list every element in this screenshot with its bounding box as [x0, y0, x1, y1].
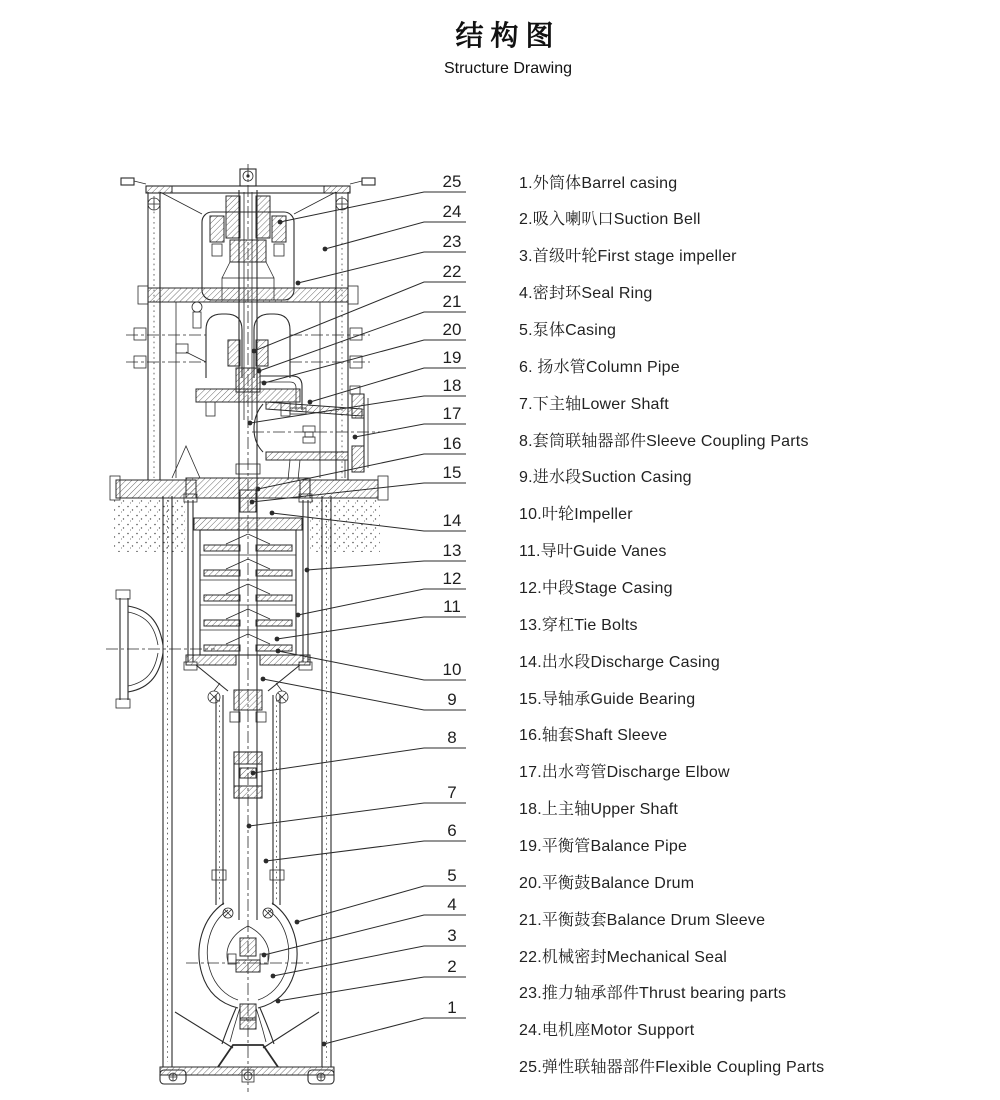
head-bolt-left [206, 402, 215, 416]
legend-item: 11.导叶Guide Vanes [519, 543, 667, 561]
callout-label: 16 [442, 434, 462, 453]
callout-leaders [247, 172, 466, 1046]
callout-label: 3 [447, 926, 457, 945]
callout-label: 8 [447, 728, 457, 747]
legend-item: 13.穿杠Tie Bolts [519, 616, 638, 634]
callout-label: 19 [442, 348, 462, 367]
legend-item: 3.首级叶轮First stage impeller [519, 248, 737, 266]
legend-item: 6. 扬水管Column Pipe [519, 358, 680, 376]
callout-label: 14 [442, 511, 462, 530]
baseplate [110, 476, 388, 552]
callout-label: 9 [447, 690, 457, 709]
callout-label: 24 [442, 202, 462, 221]
page-title: 结构图 [455, 20, 561, 51]
callout-label: 7 [447, 783, 457, 802]
flange-bolt-right [348, 286, 358, 304]
callout-label: 25 [442, 172, 462, 191]
legend-item: 17.出水弯管Discharge Elbow [519, 764, 730, 782]
callout-label: 22 [442, 262, 462, 281]
callout-label: 12 [442, 569, 462, 588]
legend-item: 7.下主轴Lower Shaft [519, 395, 669, 413]
legend-item: 14.出水段Discharge Casing [519, 653, 720, 671]
legend-item: 25.弹性联轴器部件Flexible Coupling Parts [519, 1059, 825, 1077]
callout-label: 1 [447, 998, 457, 1017]
callout-label: 21 [442, 292, 462, 311]
seal-flange [148, 288, 348, 302]
callout-label: 11 [443, 597, 461, 616]
parts-legend [519, 163, 824, 1084]
head-flange [196, 389, 300, 402]
legend-item: 9.进水段Suction Casing [519, 469, 692, 487]
legend-item: 21.平衡鼓套Balance Drum Sleeve [519, 911, 766, 929]
callout-label: 10 [442, 660, 462, 679]
flange-bolt-left [138, 286, 148, 304]
legend-item: 1.外筒体Barrel casing [519, 174, 678, 192]
callout-label: 23 [442, 232, 462, 251]
callout-label: 20 [442, 320, 462, 339]
callout-label: 6 [447, 821, 457, 840]
callout-label: 4 [447, 895, 457, 914]
legend-item: 22.机械密封Mechanical Seal [519, 948, 728, 966]
legend-item: 12.中段Stage Casing [519, 579, 673, 597]
legend-item: 10.叶轮Impeller [519, 506, 633, 524]
legend-item: 4.密封环Seal Ring [519, 285, 653, 303]
callout-label: 2 [447, 957, 457, 976]
callout-label: 5 [447, 866, 457, 885]
legend-item: 18.上主轴Upper Shaft [519, 801, 679, 819]
callout-label: 18 [442, 376, 462, 395]
page-subtitle: Structure Drawing [443, 60, 573, 77]
legend-item: 8.套筒联轴器部件Sleeve Coupling Parts [519, 432, 809, 450]
callout-label: 13 [442, 541, 462, 560]
legend-item: 15.导轴承Guide Bearing [519, 690, 696, 708]
callout-label: 17 [442, 404, 462, 423]
legend-item: 24.电机座Motor Support [519, 1022, 695, 1040]
legend-item: 16.轴套Shaft Sleeve [519, 727, 668, 745]
legend-item: 19.平衡管Balance Pipe [519, 837, 688, 855]
inlet-flange [106, 590, 215, 708]
legend-item: 2.吸入喇叭口Suction Bell [519, 211, 701, 229]
sleeve-coupling [234, 752, 262, 798]
pump-drawing [106, 164, 388, 1092]
legend-item: 20.平衡鼓Balance Drum [519, 874, 695, 892]
legend-item: 5.泵体Casing [519, 321, 617, 339]
legend-item: 23.推力轴承部件Thrust bearing parts [519, 985, 787, 1003]
callout-label: 15 [442, 463, 462, 482]
